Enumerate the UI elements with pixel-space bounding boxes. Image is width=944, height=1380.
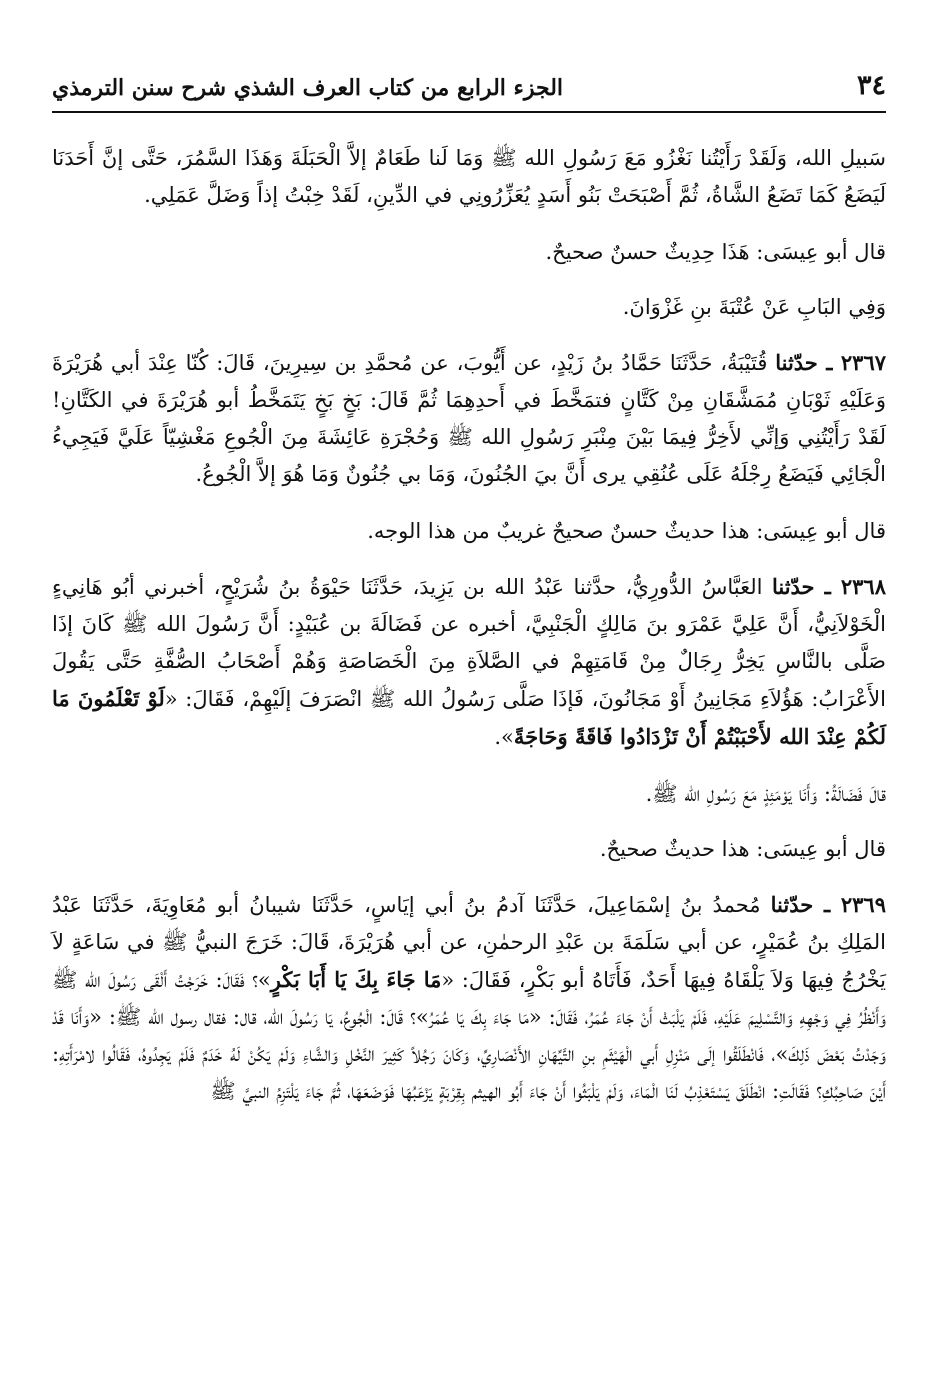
prophetic-quote: لَوْ تَعْلَمُونَ مَا لَكُمْ عِنْدَ الله لأَحْبَبْتُمْ أَنْ تَزْدَادُوا فَاقَةً وَحَاجَةً <box>52 686 886 749</box>
running-title: الجزء الرابع من كتاب العرف الشذي شرح سنن الترمذي <box>52 75 564 101</box>
hadith-2367 <box>52 344 886 493</box>
page-body <box>52 140 886 1130</box>
grading-note: قال أبو عِيسَى: هذا حديثٌ صحيحٌ. <box>599 837 886 861</box>
page-header <box>52 70 886 113</box>
hadith-text: العَبَّاسُ الدُّورِيُّ، حدَّثنا عَبْدُ الله بن يَزِيدَ، حَدَّثَنَا حَيْوَةُ بنُ شُرَيْحٍ، أخبرني أبُو هَانِيءٍ الْخَوْلاَنِيُّ، أَنَّ عَلِيَّ عَمْرَو بنَ مَالِكٍ الْجَنْبِيَّ، أخبره عن فَضَالَةَ بن عُبَيْدٍ: أَنَّ رَسُولَ الله ﷺ كَانَ إذَا صَلَّى بالنَّاسِ يَخِرُّ رِجَالٌ مِنْ قَامَتِهِمْ في الصَّلاَةِ مِنَ الْخَصَاصَةِ وَهُمْ أَصْحَابُ الصُّفَّةِ حَتَّى يَقُولَ الأَعْرَابُ: هَؤُلاَءِ مَجَانِينُ أَوْ مَجَانُونَ، فَإذَا صَلَّى رَسُولُ الله ﷺ انْصَرَفَ إلَيْهِمْ، فَقَالَ: « <box>52 575 887 711</box>
hadith-text: مُحمدُ بنُ إسْمَاعِيلَ، حَدَّثَنَا آدمُ بنُ أبي إيَاسٍ، حَدَّثَنَا شيبانُ أبو مُعَاوِيَةَ، حَدَّثَنَا عَبْدُ المَلِكِ بنُ عُمَيْرٍ، عن أبي سَلَمَةَ بن عَبْدِ الرحمٰنِ، عن أبي هُرَيْرَةَ، قَالَ: خَرَجَ النبيُّ ﷺ في سَاعَةٍ لاَ يَخْرُجُ فِيهَا وَلاَ يَلْقَاهُ فِيهَا أَحَدٌ، فَأَتَاهُ أبو بَكْرٍ، فَقَالَ: « <box>52 893 886 992</box>
prophetic-quote: مَا جَاءَ بِكَ يَا أَبَا بَكْرٍ <box>270 967 442 992</box>
paragraph-continuation: سَبيلِ الله، وَلَقَدْ رَأَيْتُنا نَغْزُو مَعَ رَسُولِ الله ﷺ وَمَا لَنا طَعَامٌ إلاَّ الْحَبَلَةَ وَهَذَا السَّمُرَ، حَتَّى إنَّ أَحَدَنَا لَيَضَعُ كَمَا تَضَعُ الشَّاةُ، ثُمَّ أَصْبَحَتْ بَنُو أَسَدٍ يُعَزِّرُونِي في الدِّينِ، لَقَدْ خِبْتُ إذاً وَضَلَّ عَمَلِي. <box>52 146 886 207</box>
hadith-text-tail: »؟ فَقَالَ: خَرَجْتُ أَلْقَى رَسُولَ الله ﷺ وَأَنْظُرُ فِي وَجْهِهِ وَالتَّسْلِيمَ عَلَيْهِ، فَلَمْ يَلْبَثْ أَنْ جَاءَ عُمَرُ، فَقَالَ: «مَا جَاءَ بِكَ يَا عُمَرُ»؟ قَالَ: الْجُوعُ، يَا رَسُولَ الله، قال: فقال رسول الله ﷺ: «وَأَنَا قَدْ وَجَدْتُ بَعْضَ ذَلِكَ»، فَانْطَلَقُوا إلَى مَنْزِلِ أَبي الْهَيْثَمِ بنِ التَّيِّهَانِ الأَنْصَارِيِّ، وَكَانَ رَجُلاً كَثِيرَ النَّخْلِ وَالشَّاءِ وَلَمْ يَكُنْ لَهُ خَدَمٌ فَلَمْ يَجِدُوهُ، فَقَالُوا لامْرَأَتِهِ: أَيْنَ صَاحِبُكِ؟ فَقَالَتِ: انْطَلَقَ يَسْتَعْذِبُ لَنَا الْمَاءَ، وَلَمْ يَلْبَثُوا أَنْ جَاءَ أَبُو الهيثم بِقِرْبَةٍ يَزْعَبُهَا فَوَضَعَهَا، ثُمَّ جَاءَ يَلْتَزِمُ النبيَّ ﷺ <box>52 968 886 1103</box>
hadith-2368 <box>52 568 886 756</box>
grading-note: قال أبو عِيسَى: هَذَا حِدِيثٌ حسنٌ صحيحٌ. <box>545 240 886 264</box>
hadith-number: ٢٣٦٨ ـ حدّثنا <box>771 574 886 599</box>
hadith-2369 <box>52 886 886 1110</box>
hadith-text: قُتَيْبَةُ، حَدَّثَنَا حَمَّادُ بنُ زَيْدٍ، عن أَيُّوبَ، عن مُحمَّدِ بن سِيرِينَ، قَالَ: كُنّا عِنْدَ أبي هُرَيْرَةَ وَعَلَيْهِ ثَوْبَانِ مُمَشَّقَانِ مِنْ كَتَّانٍ فتمَخَّطَ في أَحدِهِمَا ثُمَّ قَالَ: بَخٍ بَخٍ يَتَمَخَّطُ أبو هُرَيْرَةَ في الكَتَّانِ! لَقَدْ رَأَيْتُنِي وَإنِّي لأَخِرُّ فِيمَا بَيْنَ مِنْبَرِ رَسُولِ الله ﷺ وَحُجْرَةِ عَائِشَةَ مِنَ الْجُوعِ مَغْشِيّاً عَلَيَّ فَيَجِيءُ الْجَائِي فَيَضَعُ رِجْلَهُ عَلَى عُنُقِي يرى أَنَّ بيَ الجُنُونَ، وَمَا بي جُنُونٌ وَمَا هُوَ إلاَّ الْجُوعُ. <box>52 351 886 486</box>
hadith-number: ٢٣٦٩ ـ حدّثنا <box>770 892 886 917</box>
grading-note: قال أبو عِيسَى: هذا حديثٌ حسنٌ صحيحٌ غريبٌ من هذا الوجه. <box>367 519 886 543</box>
page-number: ٣٤ <box>856 70 886 101</box>
hadith-number: ٢٣٦٧ ـ حدّثنا <box>775 350 887 375</box>
narrator-note: قالَ فَضَالَةُ: وَأَنَا يَوْمَئِذٍ مَعَ رَسُولِ الله ﷺ. <box>645 782 886 806</box>
chapter-note: وَفِي البَابِ عَنْ عُتْبَةَ بنِ غَزْوَانَ. <box>622 295 886 319</box>
hadith-text-tail: ». <box>494 725 514 749</box>
